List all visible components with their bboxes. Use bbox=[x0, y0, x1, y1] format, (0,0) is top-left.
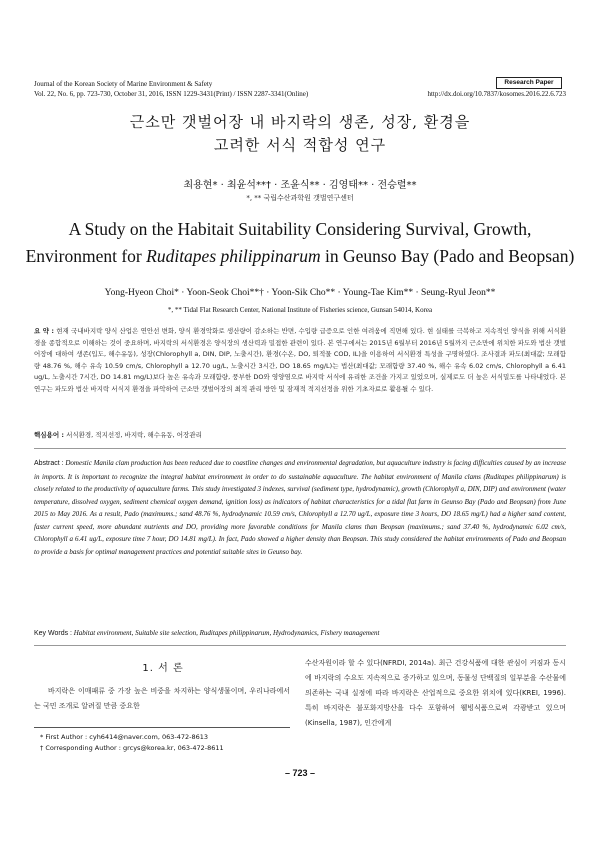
intro-left-paragraph: 바지락은 이매패류 중 가장 높은 비중을 차지하는 양식생물이며, 우리나라에서는 국민 조개로 알려질 만큼 중요한 bbox=[34, 687, 290, 710]
page-number: – 723 – bbox=[284, 768, 316, 778]
footnote-rule bbox=[34, 727, 290, 728]
title-korean-line2: 고려한 서식 적합성 연구 bbox=[213, 136, 387, 154]
abstract-english: Abstract : Domestic Manila clam production has been reduced due to coastline changes and environmental degradation, but aquaculture industry is facing difficulties caused by an increase in imports. It is important to recognize the integral habitat environment in order to do sustainable aquaculture. The habitat environment of Manila clams (Ruditapes philippinarum) is closely related to the productivity of aquaculture farms. This study investigated 3 indexes, survival (sediment type, hydrodynamic), growth (Chlorophyll a, DIN, DIP) and environment (water temperature, dissolved oxygen, sediment chemical oxygen demand, ignition loss) as indicators of habitat characteristics for a tidal flat farm in Geunso Bay (Pado and Beopsan) from June 2015 to May 2016. As a result, Pado (maximums.; sand 48.76 %, hydrodynamic 10.59 cm/s, Chlorophyll a 12.70 ug/L, exposure time 3 hours, DO 18.65 mg/L) had a higher sand content, faster current speed, more abundant nutrients and DO, providing more favorable conditions for Manila clams than Beopsan (maximums.; sand 37.40 %, hydrodynamic 6.02 cm/s, Chlorophyll a 6.41 ug/L, exposure time 7 hour, DO 14.81 mg/L). In fact, Pado showed a higher density than Beopsan. This study considered the habitat environments of Pado and Beopsan to provide a basis for optimal management practices and potential suitable sites in Geunso bay. bbox=[34, 459, 566, 556]
title-english-line1: A Study on the Habitait Suitability Considering Survival, Growth, bbox=[68, 219, 532, 239]
divider-rule bbox=[34, 448, 566, 449]
title-english-line2: Environment for Ruditapes philippinarum in Geunso Bay (Pado and Beopsan) bbox=[25, 246, 575, 266]
footnote-first-author: * First Author : cyh6414@naver.com, 063-472-8613 bbox=[40, 733, 209, 741]
keywords-korean: 핵심용어 : 서식환경, 적지선정, 바지락, 해수유동, 어장관리 bbox=[34, 431, 202, 439]
doi-link[interactable]: http://dx.doi.org/10.7837/kosomes.2016.22.6.723 bbox=[427, 90, 566, 98]
divider-rule bbox=[34, 645, 566, 646]
authors-korean: 최용현* · 최윤석**† · 조윤식** · 김영태** · 전승렬** bbox=[183, 180, 417, 191]
affiliation-english: *, ** Tidal Flat Research Center, National Institute of Fisheries science, Gunsan 54014, Korea bbox=[167, 306, 433, 314]
keywords-english: Key Words : Habitat environment, Suitable site selection, Ruditapes philippinarum, Hydrodynamics, Fishery management bbox=[34, 629, 380, 637]
authors-english: Yong-Hyeon Choi* · Yoon-Seok Choi**† · Yoon-Sik Cho** · Young-Tae Kim** · Seung-Ryul Jeon** bbox=[104, 288, 496, 298]
journal-name: Journal of the Korean Society of Marine Environment & Safety bbox=[34, 80, 213, 88]
section-heading-introduction: 1. 서 론 bbox=[142, 663, 184, 674]
research-paper-badge: Research Paper bbox=[496, 77, 562, 89]
footnote-corresponding-author: † Corresponding Author : grcys@korea.kr, 063-472-8611 bbox=[40, 744, 224, 752]
citation-line: Vol. 22, No. 6, pp. 723-730, October 31, 2016, ISSN 1229-3431(Print) / ISSN 2287-3341(Online) bbox=[34, 90, 309, 98]
abstract-korean: 요 약 : 현재 국내바지락 양식 산업은 연안선 변화, 양식 환경악화로 생산량이 감소하는 반면, 수입량 급증으로 인한 여려움에 직면해 있다. 현 실태를 극복하고 지속적인 양식을 위해 서식환경을 종합적으로 이해하는 것이 중요하며, 바지락의 서식환경은 양식장의 생산력과 밀접한 관련이 있다. 본 연구에서는 2015년 6월부터 2016년 5월까지 근소만에 위치한 파도와 법산 갯벌어장에 대하여 생존(입도, 해수유동), 성장(Chlorophyll a, DIN, DIP, 노출시간), 환경(수온, DO, 퇴적물 COD, IL)을 이용하여 서식환경 특성을 구명하였다. 조사결과 파도(최대값; 모래함량 48.76 %, 해수 유속 10.59 cm/s, Chlorophyll a 12.70 ug/L, 노출시간 3시간, DO 18.65 mg/L)는 법산(최대값; 모래함량 37.40 %, 해수 유속 6.02 cm/s, Chlorophyll a 6.41 ug/L, 노출시간 7시간, DO 14.81 mg/L)보다 높은 유속과 모래함량, 풍부한 DO와 영양염으로 바지락 서식에 유리한 조건을 가지고 있었으며, 실제로도 더 높은 서식밀도를 나타내었다. 본 연구는 파도와 법산 바지락 서식지 환경을 파악하여 근소만 갯벌어장의 최적 관리 방안 및 잠재적 적지선정을 위한 기초자료로 활용될 수 있다. bbox=[34, 327, 566, 393]
intro-right-paragraph: 수산자원이라 할 수 있다(NFRDI, 2014a). 최근 건강식품에 대한 관심이 커짐과 동시에 바지락의 수요도 지속적으로 증가하고 있으며, 동물성 단백질의 일부분을 수산물에 의존하는 국내 실정에 따라 바지락은 산업적으로 중요한 위치에 있다(KREI, 1996). 특히 바지락은 불포화지방산을 다수 포함하여 웰빙식품으로써 각광받고 있으며(Kinsella, 1987), 인간에게 bbox=[305, 659, 566, 727]
affiliation-korean: *, ** 국립수산과학원 갯벌연구센터 bbox=[246, 194, 354, 202]
title-korean-line1: 근소만 갯벌어장 내 바지락의 생존, 성장, 환경을 bbox=[129, 113, 471, 131]
